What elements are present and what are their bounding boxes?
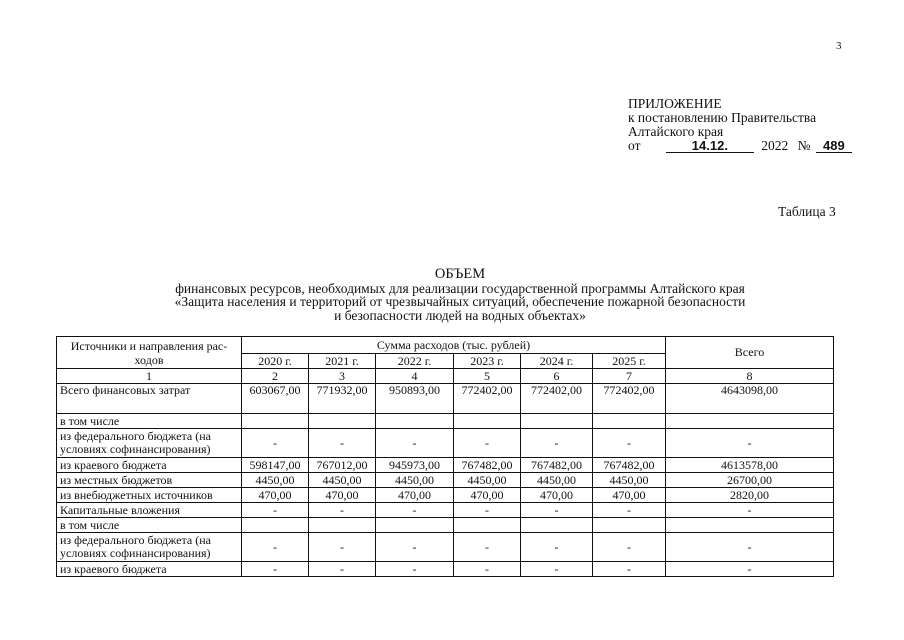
value-cell: 470,00	[593, 488, 666, 503]
value-cell: 767012,00	[309, 458, 376, 473]
value-cell: -	[454, 503, 521, 518]
value-cell	[309, 518, 376, 533]
table-row	[57, 414, 834, 429]
table-row	[57, 384, 834, 414]
value-cell	[593, 518, 666, 533]
row-label: из краевого бюджета	[57, 458, 242, 473]
header-row-1	[57, 337, 834, 354]
row-label: из внебюджетных источников	[57, 488, 242, 503]
total-cell: 26700,00	[666, 473, 834, 488]
value-cell: -	[521, 503, 593, 518]
value-cell	[454, 518, 521, 533]
year-2023: 2023 г.	[454, 354, 521, 369]
value-cell: 945973,00	[376, 458, 454, 473]
table-row	[57, 518, 834, 533]
year-2021: 2021 г.	[309, 354, 376, 369]
title-line2: финансовых ресурсов, необходимых для реализации государственной программы Алтайского края	[175, 280, 745, 296]
table-row	[57, 473, 834, 488]
value-cell: -	[521, 533, 593, 562]
value-cell: -	[309, 562, 376, 577]
value-cell: 603067,00	[242, 384, 309, 414]
row-label: из краевого бюджета	[57, 562, 242, 577]
total-cell: -	[666, 533, 834, 562]
col-number: 4	[376, 369, 454, 384]
table-row	[57, 458, 834, 473]
row-label: из федерального бюджета (на условиях софинансирования)	[57, 429, 242, 458]
value-cell: 4450,00	[593, 473, 666, 488]
value-cell: -	[309, 503, 376, 518]
col-number: 1	[57, 369, 242, 384]
value-cell	[309, 414, 376, 429]
value-cell: 470,00	[242, 488, 309, 503]
row-label: Всего финансовых затрат	[57, 384, 242, 414]
value-cell	[376, 518, 454, 533]
value-cell: 767482,00	[521, 458, 593, 473]
value-cell: 470,00	[454, 488, 521, 503]
col-number: 7	[593, 369, 666, 384]
row-label: Капитальные вложения	[57, 503, 242, 518]
row-label: в том числе	[57, 414, 242, 429]
row-label: в том числе	[57, 518, 242, 533]
value-cell: -	[521, 562, 593, 577]
value-cell: 598147,00	[242, 458, 309, 473]
col-number: 3	[309, 369, 376, 384]
value-cell: -	[242, 533, 309, 562]
value-cell: -	[242, 503, 309, 518]
value-cell: 950893,00	[376, 384, 454, 414]
value-cell: 470,00	[309, 488, 376, 503]
year-2022: 2022 г.	[376, 354, 454, 369]
total-cell: 4613578,00	[666, 458, 834, 473]
value-cell	[242, 414, 309, 429]
total-cell: -	[666, 562, 834, 577]
value-cell: -	[376, 503, 454, 518]
column-number-row	[57, 369, 834, 384]
total-cell: -	[666, 503, 834, 518]
col-number: 5	[454, 369, 521, 384]
from-label: от	[628, 138, 641, 153]
value-cell: -	[593, 429, 666, 458]
value-cell	[376, 414, 454, 429]
year-2025: 2025 г.	[593, 354, 666, 369]
page-number: 3	[836, 40, 842, 52]
col-number: 6	[521, 369, 593, 384]
appendix-block	[628, 97, 852, 153]
appendix-line3: Алтайского края	[628, 124, 724, 139]
value-cell: 4450,00	[454, 473, 521, 488]
value-cell: -	[593, 533, 666, 562]
total-cell	[666, 518, 834, 533]
total-cell: 4643098,00	[666, 384, 834, 414]
value-cell: 470,00	[521, 488, 593, 503]
value-cell: 4450,00	[309, 473, 376, 488]
value-cell: 767482,00	[454, 458, 521, 473]
row-label: из местных бюджетов	[57, 473, 242, 488]
value-cell: 4450,00	[376, 473, 454, 488]
value-cell	[521, 518, 593, 533]
value-cell: 4450,00	[242, 473, 309, 488]
col-number: 2	[242, 369, 309, 384]
total-cell: 2820,00	[666, 488, 834, 503]
value-cell: 772402,00	[593, 384, 666, 414]
title-heading: ОБЪЕМ	[434, 266, 486, 282]
value-cell: 771932,00	[309, 384, 376, 414]
header-source: Источники и направления рас-ходов	[57, 337, 242, 369]
number-value: 489	[816, 139, 852, 153]
header-total: Всего	[666, 337, 834, 369]
value-cell: -	[376, 562, 454, 577]
col-number: 8	[666, 369, 834, 384]
value-cell: -	[454, 562, 521, 577]
finance-table	[56, 336, 834, 577]
table-row	[57, 562, 834, 577]
value-cell	[521, 414, 593, 429]
value-cell	[593, 414, 666, 429]
row-label: из федерального бюджета (на условиях софинансирования)	[57, 533, 242, 562]
value-cell: -	[593, 503, 666, 518]
title-line3: «Защита населения и территорий от чрезвычайных ситуаций, обеспечение пожарной безопасности	[174, 294, 746, 309]
value-cell: -	[521, 429, 593, 458]
number-sign: №	[797, 138, 811, 153]
value-cell: -	[242, 562, 309, 577]
value-cell: -	[593, 562, 666, 577]
table-row	[57, 429, 834, 458]
table-row	[57, 488, 834, 503]
appendix-line2: к постановлению Правительства	[628, 110, 817, 125]
value-cell	[242, 518, 309, 533]
value-cell: 767482,00	[593, 458, 666, 473]
date-value: 14.12.	[666, 139, 754, 153]
total-cell: -	[666, 429, 834, 458]
title-line4: и безопасности людей на водных объектах»	[334, 307, 586, 323]
value-cell: -	[242, 429, 309, 458]
appendix-date-line	[628, 139, 852, 153]
value-cell	[454, 414, 521, 429]
table-label: Таблица 3	[778, 204, 836, 219]
document-title	[100, 268, 820, 322]
value-cell: -	[376, 533, 454, 562]
total-cell	[666, 414, 834, 429]
value-cell: -	[454, 429, 521, 458]
value-cell: 470,00	[376, 488, 454, 503]
value-cell: 4450,00	[521, 473, 593, 488]
value-cell: -	[376, 429, 454, 458]
value-cell: 772402,00	[521, 384, 593, 414]
year-2020: 2020 г.	[242, 354, 309, 369]
header-sum: Сумма расходов (тыс. рублей)	[242, 337, 666, 354]
year-2024: 2024 г.	[521, 354, 593, 369]
value-cell: -	[454, 533, 521, 562]
table-row	[57, 533, 834, 562]
year: 2022	[761, 138, 789, 153]
value-cell: -	[309, 429, 376, 458]
table-row	[57, 503, 834, 518]
appendix-title: ПРИЛОЖЕНИЕ	[628, 96, 722, 111]
value-cell: -	[309, 533, 376, 562]
value-cell: 772402,00	[454, 384, 521, 414]
